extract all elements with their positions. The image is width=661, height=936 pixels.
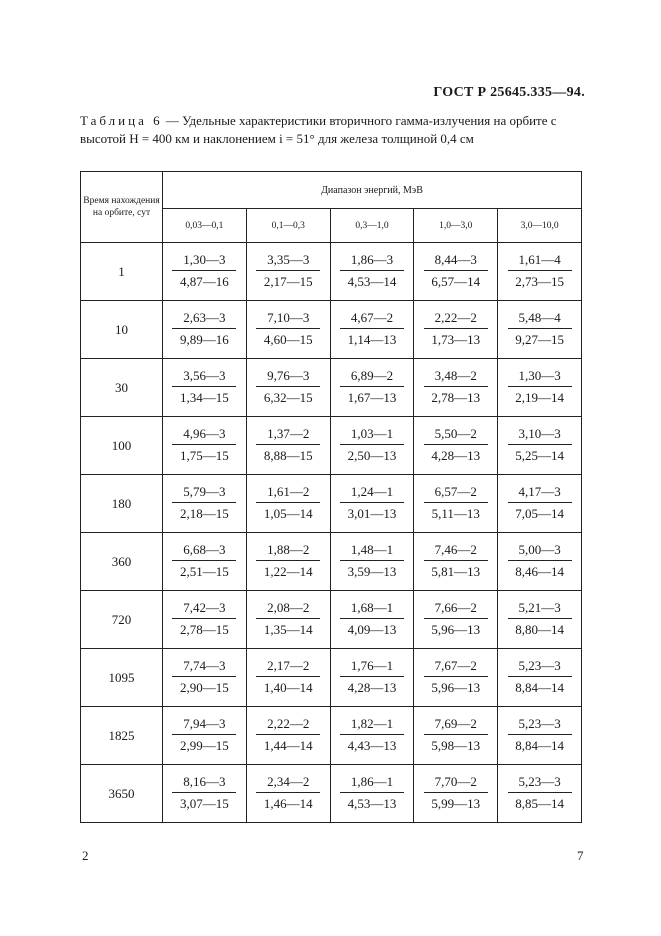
value-cell [414,243,498,301]
value-cell [414,359,498,417]
value-cell [163,533,247,591]
fraction-value [340,252,404,290]
fraction-value [340,426,404,464]
numerator-value: 2,17—2 [256,658,320,677]
numerator-value: 2,63—3 [172,310,236,329]
time-cell: 30 [81,359,163,417]
fraction-value [508,310,572,348]
numerator-value: 6,68—3 [172,542,236,561]
fraction-value [172,774,236,812]
fraction-value [172,426,236,464]
denominator-value: 4,53—14 [347,274,397,289]
value-cell [330,475,414,533]
numerator-value: 4,67—2 [340,310,404,329]
table-row [81,243,582,301]
numerator-value: 7,10—3 [256,310,320,329]
value-cell [498,707,582,765]
value-cell [330,533,414,591]
fraction-value [508,774,572,812]
value-cell [330,591,414,649]
document-code: ГОСТ Р 25645.335—94. [433,85,585,100]
denominator-value: 3,07—15 [180,796,229,811]
time-cell: 180 [81,475,163,533]
value-cell [246,765,330,823]
numerator-value: 8,16—3 [172,774,236,793]
fraction-value [172,310,236,348]
denominator-value: 8,46—14 [515,564,564,579]
value-cell [414,707,498,765]
denominator-value: 4,09—13 [347,622,397,637]
data-table [80,171,582,823]
denominator-value: 9,89—16 [180,332,229,347]
denominator-value: 5,98—13 [431,738,481,753]
fraction-value [424,600,488,638]
denominator-value: 1,40—14 [263,680,313,695]
denominator-value: 5,96—13 [431,622,481,637]
value-cell [246,359,330,417]
numerator-value: 1,76—1 [340,658,404,677]
numerator-value: 5,50—2 [424,426,488,445]
value-cell [163,301,247,359]
fraction-value [508,426,572,464]
denominator-value: 6,32—15 [263,390,313,405]
value-cell [498,475,582,533]
fraction-value [172,542,236,580]
fraction-value [508,484,572,522]
value-cell [414,417,498,475]
denominator-value: 2,18—15 [180,506,229,521]
numerator-value: 7,74—3 [172,658,236,677]
range-header-cell: 3,0—10,0 [498,209,582,243]
table-body [81,243,582,823]
range-header-cell: 0,3—1,0 [330,209,414,243]
numerator-value: 2,34—2 [256,774,320,793]
table-row [81,359,582,417]
numerator-value: 2,08—2 [256,600,320,619]
numerator-value: 1,37—2 [256,426,320,445]
fraction-value [424,716,488,754]
fraction-value [424,368,488,406]
fraction-value [508,600,572,638]
fraction-value [172,716,236,754]
fraction-value [508,716,572,754]
fraction-value [256,368,320,406]
denominator-value: 2,99—15 [180,738,229,753]
value-cell [246,243,330,301]
numerator-value: 1,88—2 [256,542,320,561]
denominator-value: 1,05—14 [263,506,313,521]
value-cell [414,765,498,823]
denominator-value: 1,75—15 [180,448,229,463]
fraction-value [172,368,236,406]
numerator-value: 7,69—2 [424,716,488,735]
denominator-value: 1,46—14 [263,796,313,811]
fraction-value [508,542,572,580]
time-cell: 1 [81,243,163,301]
time-cell: 720 [81,591,163,649]
range-header-cell: 1,0—3,0 [414,209,498,243]
numerator-value: 1,68—1 [340,600,404,619]
fraction-value [340,658,404,696]
fraction-value [508,368,572,406]
numerator-value: 1,24—1 [340,484,404,503]
time-cell: 360 [81,533,163,591]
fraction-value [256,252,320,290]
denominator-value: 4,43—13 [347,738,397,753]
table-row [81,417,582,475]
value-cell [414,475,498,533]
denominator-value: 5,81—13 [431,564,481,579]
numerator-value: 4,96—3 [172,426,236,445]
table-row [81,301,582,359]
time-column-header: Время нахождения на орбите, сут [81,172,163,243]
value-cell [163,243,247,301]
denominator-value: 8,84—14 [515,680,564,695]
denominator-value: 4,53—13 [347,796,397,811]
value-cell [246,707,330,765]
denominator-value: 3,59—13 [347,564,397,579]
fraction-value [256,484,320,522]
fraction-value [172,484,236,522]
denominator-value: 2,73—15 [515,274,564,289]
time-cell: 3650 [81,765,163,823]
fraction-value [172,658,236,696]
value-cell [330,359,414,417]
fraction-value [424,658,488,696]
value-cell [163,707,247,765]
numerator-value: 7,42—3 [172,600,236,619]
numerator-value: 1,61—2 [256,484,320,503]
denominator-value: 2,78—13 [431,390,481,405]
value-cell [163,359,247,417]
denominator-value: 8,88—15 [263,448,313,463]
fraction-value [340,484,404,522]
page-number-right: 7 [577,848,584,863]
numerator-value: 3,56—3 [172,368,236,387]
numerator-value: 5,21—3 [508,600,572,619]
value-cell [163,591,247,649]
denominator-value: 1,73—13 [431,332,481,347]
value-cell [414,301,498,359]
numerator-value: 1,82—1 [340,716,404,735]
page-number-left: 2 [82,848,89,863]
denominator-value: 4,28—13 [431,448,481,463]
value-cell [246,475,330,533]
denominator-value: 3,01—13 [347,506,397,521]
value-cell [498,301,582,359]
fraction-value [256,658,320,696]
fraction-value [256,310,320,348]
numerator-value: 1,86—1 [340,774,404,793]
value-cell [414,649,498,707]
numerator-value: 4,17—3 [508,484,572,503]
value-cell [414,591,498,649]
fraction-value [340,716,404,754]
value-cell [246,533,330,591]
numerator-value: 7,94—3 [172,716,236,735]
time-cell: 100 [81,417,163,475]
fraction-value [424,310,488,348]
value-cell [498,533,582,591]
value-cell [163,649,247,707]
denominator-value: 5,25—14 [515,448,564,463]
numerator-value: 5,00—3 [508,542,572,561]
numerator-value: 7,46—2 [424,542,488,561]
numerator-value: 2,22—2 [424,310,488,329]
denominator-value: 8,80—14 [515,622,564,637]
fraction-value [340,368,404,406]
table-row [81,591,582,649]
numerator-value: 7,67—2 [424,658,488,677]
denominator-value: 9,27—15 [515,332,564,347]
value-cell [246,649,330,707]
denominator-value: 1,67—13 [347,390,397,405]
time-cell: 1825 [81,707,163,765]
denominator-value: 2,78—15 [180,622,229,637]
value-cell [163,765,247,823]
table-row [81,533,582,591]
table-row [81,649,582,707]
table-row [81,475,582,533]
denominator-value: 1,14—13 [347,332,397,347]
caption-label: Таблица 6 [80,113,163,128]
numerator-value: 1,03—1 [340,426,404,445]
time-cell: 10 [81,301,163,359]
caption-text: — Удельные характеристики вторичного гамма-излучения на орбите с высотой H = 400 км и наклонением i = 51° для железа толщиной 0,4 см [80,113,557,146]
numerator-value: 1,30—3 [172,252,236,271]
value-cell [414,533,498,591]
value-cell [498,591,582,649]
fraction-value [424,774,488,812]
value-cell [498,649,582,707]
fraction-value [256,716,320,754]
energy-range-header: Диапазон энергий, МэВ [163,172,582,209]
denominator-value: 2,50—13 [347,448,397,463]
range-header-cell: 0,03—0,1 [163,209,247,243]
numerator-value: 6,57—2 [424,484,488,503]
fraction-value [172,252,236,290]
numerator-value: 7,66—2 [424,600,488,619]
denominator-value: 1,35—14 [263,622,313,637]
value-cell [330,243,414,301]
value-cell [330,417,414,475]
table-caption [80,112,590,148]
denominator-value: 1,44—14 [263,738,313,753]
fraction-value [172,600,236,638]
table-row [81,765,582,823]
denominator-value: 4,60—15 [263,332,313,347]
denominator-value: 6,57—14 [431,274,481,289]
denominator-value: 5,99—13 [431,796,481,811]
numerator-value: 8,44—3 [424,252,488,271]
fraction-value [424,484,488,522]
value-cell [498,417,582,475]
value-cell [163,417,247,475]
value-cell [330,765,414,823]
fraction-value [256,774,320,812]
denominator-value: 8,84—14 [515,738,564,753]
value-cell [330,301,414,359]
numerator-value: 5,23—3 [508,716,572,735]
numerator-value: 3,35—3 [256,252,320,271]
range-header-cell: 0,1—0,3 [246,209,330,243]
fraction-value [508,658,572,696]
denominator-value: 7,05—14 [515,506,564,521]
numerator-value: 1,86—3 [340,252,404,271]
fraction-value [424,426,488,464]
numerator-value: 3,48—2 [424,368,488,387]
numerator-value: 5,23—3 [508,774,572,793]
numerator-value: 5,48—4 [508,310,572,329]
numerator-value: 1,61—4 [508,252,572,271]
numerator-value: 6,89—2 [340,368,404,387]
fraction-value [424,542,488,580]
numerator-value: 5,79—3 [172,484,236,503]
denominator-value: 4,87—16 [180,274,229,289]
fraction-value [340,310,404,348]
denominator-value: 4,28—13 [347,680,397,695]
value-cell [498,765,582,823]
value-cell [498,243,582,301]
value-cell [163,475,247,533]
denominator-value: 8,85—14 [515,796,564,811]
fraction-value [256,542,320,580]
fraction-value [340,600,404,638]
numerator-value: 1,48—1 [340,542,404,561]
denominator-value: 2,51—15 [180,564,229,579]
fraction-value [340,542,404,580]
denominator-value: 1,22—14 [263,564,313,579]
denominator-value: 5,11—13 [431,506,480,521]
numerator-value: 5,23—3 [508,658,572,677]
value-cell [246,591,330,649]
numerator-value: 3,10—3 [508,426,572,445]
denominator-value: 2,19—14 [515,390,564,405]
numerator-value: 2,22—2 [256,716,320,735]
value-cell [498,359,582,417]
numerator-value: 1,30—3 [508,368,572,387]
fraction-value [256,426,320,464]
fraction-value [340,774,404,812]
fraction-value [508,252,572,290]
denominator-value: 5,96—13 [431,680,481,695]
denominator-value: 2,17—15 [263,274,313,289]
value-cell [246,417,330,475]
time-cell: 1095 [81,649,163,707]
fraction-value [424,252,488,290]
denominator-value: 1,34—15 [180,390,229,405]
numerator-value: 7,70—2 [424,774,488,793]
value-cell [330,707,414,765]
value-cell [246,301,330,359]
value-cell [330,649,414,707]
fraction-value [256,600,320,638]
numerator-value: 9,76—3 [256,368,320,387]
table-row [81,707,582,765]
denominator-value: 2,90—15 [180,680,229,695]
